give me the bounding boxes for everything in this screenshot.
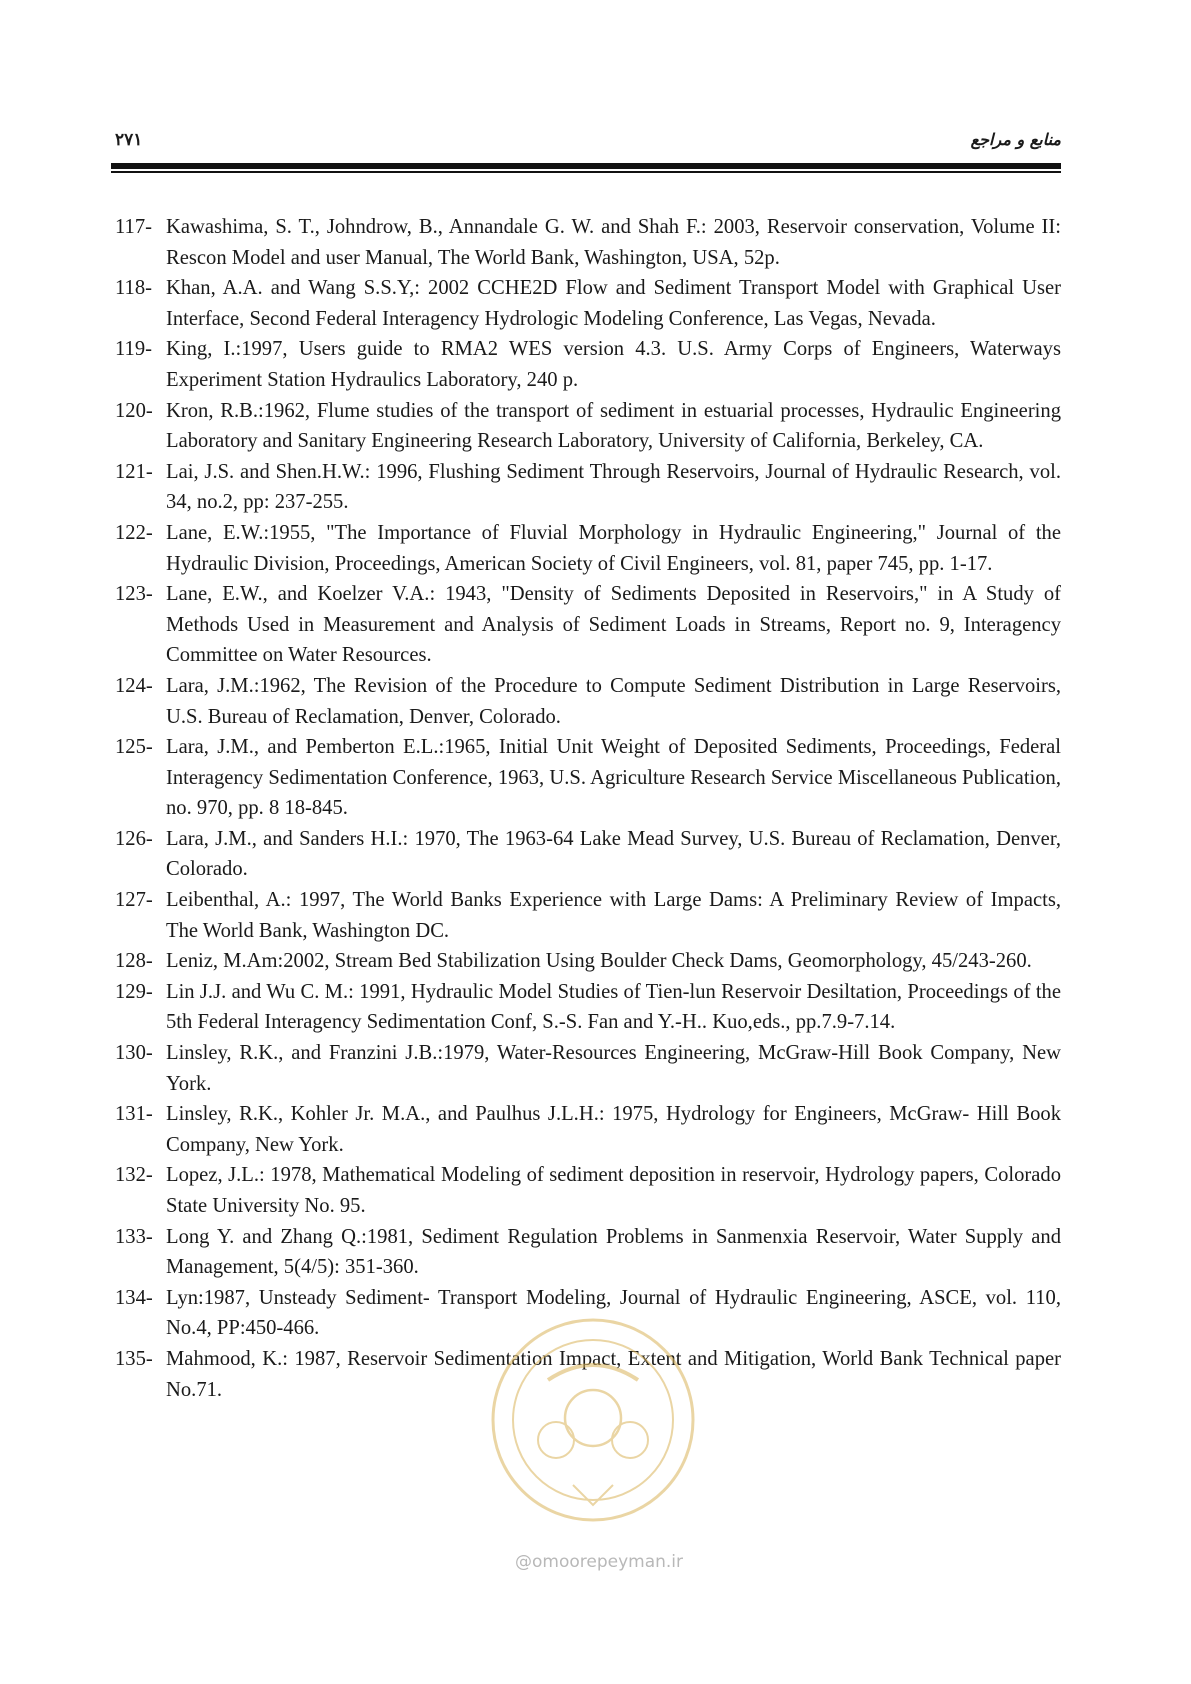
reference-text: Lane, E.W.:1955, "The Importance of Fluvial Morphology in Hydraulic Engineering," Journal of the Hydraulic Division, Proceedings, American Society of Civil Engineers, vol. 81, paper 745, pp. 1-17. xyxy=(166,521,1061,575)
reference-item xyxy=(115,579,1061,671)
reference-number: 118- xyxy=(115,277,152,300)
header-rule-thick xyxy=(111,163,1061,169)
reference-text: Lara, J.M., and Pemberton E.L.:1965, Initial Unit Weight of Deposited Sediments, Proceedings, Federal Interagency Sedimentation Conference, 1963, U.S. Agriculture Research Service Miscellaneous Publication, no. 970, pp. 8 18-845. xyxy=(166,736,1061,820)
reference-number: 120- xyxy=(115,399,153,422)
header-rule-thin xyxy=(111,171,1061,173)
reference-text: Long Y. and Zhang Q.:1981, Sediment Regulation Problems in Sanmenxia Reservoir, Water Supply and Management, 5(4/5): 351-360. xyxy=(166,1225,1061,1279)
reference-item xyxy=(115,1038,1061,1099)
reference-number: 133- xyxy=(115,1225,153,1248)
running-title: منابع و مراجع xyxy=(970,130,1061,149)
reference-number: 121- xyxy=(115,460,153,483)
reference-number: 124- xyxy=(115,674,153,697)
reference-text: Lai, J.S. and Shen.H.W.: 1996, Flushing Sediment Through Reservoirs, Journal of Hydraulic Research, vol. 34, no.2, pp: 237-255. xyxy=(166,460,1061,514)
reference-item xyxy=(115,1160,1061,1221)
watermark-seal xyxy=(478,1290,708,1550)
reference-number: 122- xyxy=(115,521,153,544)
reference-item xyxy=(115,824,1061,885)
reference-number: 123- xyxy=(115,583,153,606)
reference-number: 126- xyxy=(115,827,153,850)
reference-list xyxy=(115,212,1061,1405)
reference-item xyxy=(115,1099,1061,1160)
reference-item xyxy=(115,396,1061,457)
reference-item xyxy=(115,977,1061,1038)
reference-item xyxy=(115,946,1061,977)
reference-text: Lara, J.M.:1962, The Revision of the Procedure to Compute Sediment Distribution in Large Reservoirs, U.S. Bureau of Reclamation, Denver, Colorado. xyxy=(166,674,1061,728)
reference-item xyxy=(115,334,1061,395)
reference-text: Lyn:1987, Unsteady Sediment- Transport Modeling, Journal of Hydraulic Engineering, ASCE, vol. 110, No.4, PP:450-466. xyxy=(166,1286,1061,1340)
reference-item xyxy=(115,732,1061,824)
reference-text: Kawashima, S. T., Johndrow, B., Annandale G. W. and Shah F.: 2003, Reservoir conservation, Volume II: Rescon Model and user Manual, The World Bank, Washington, USA, 52p. xyxy=(166,216,1061,269)
reference-item xyxy=(115,518,1061,579)
reference-number: 135- xyxy=(115,1347,153,1370)
reference-number: 132- xyxy=(115,1164,153,1187)
reference-item xyxy=(115,212,1061,273)
reference-text: King, I.:1997, Users guide to RMA2 WES version 4.3. U.S. Army Corps of Engineers, Waterways Experiment Station Hydraulics Laboratory, 240 p. xyxy=(166,338,1061,391)
reference-text: Lopez, J.L.: 1978, Mathematical Modeling of sediment deposition in reservoir, Hydrology papers, Colorado State University No. 95. xyxy=(166,1164,1061,1217)
reference-item xyxy=(115,671,1061,732)
reference-text: Mahmood, K.: 1987, Reservoir Sedimentation Impact, Extent and Mitigation, World Bank Technical paper No.71. xyxy=(166,1347,1061,1401)
page-number: ۲۷۱ xyxy=(115,130,143,150)
reference-text: Khan, A.A. and Wang S.S.Y,: 2002 CCHE2D Flow and Sediment Transport Model with Graphical User Interface, Second Federal Interagency Hydrologic Modeling Conference, Las Vegas, Nevada. xyxy=(166,277,1061,330)
reference-item xyxy=(115,457,1061,518)
page-header xyxy=(111,130,1061,152)
reference-text: Linsley, R.K., and Franzini J.B.:1979, Water-Resources Engineering, McGraw-Hill Book Company, New York. xyxy=(166,1042,1061,1095)
reference-text: Leibenthal, A.: 1997, The World Banks Experience with Large Dams: A Preliminary Review of Impacts, The World Bank, Washington DC. xyxy=(166,889,1061,942)
watermark-site-label: @omoorepeyman.ir xyxy=(514,1552,684,1572)
reference-number: 119- xyxy=(115,338,152,361)
reference-text: Lin J.J. and Wu C. M.: 1991, Hydraulic Model Studies of Tien-lun Reservoir Desiltation, Proceedings of the 5th Federal Interagency Sedimentation Conf, S.-S. Fan and Y.-H.. Kuo,eds., pp.7.9-7.14. xyxy=(166,980,1061,1034)
reference-number: 131- xyxy=(115,1103,153,1126)
reference-number: 128- xyxy=(115,950,153,973)
reference-text: Kron, R.B.:1962, Flume studies of the transport of sediment in estuarial processes, Hydraulic Engineering Laboratory and Sanitary Engineering Research Laboratory, University of California, Berkeley, CA. xyxy=(166,399,1061,453)
reference-number: 130- xyxy=(115,1042,153,1065)
reference-number: 127- xyxy=(115,889,153,912)
reference-text: Linsley, R.K., Kohler Jr. M.A., and Paulhus J.L.H.: 1975, Hydrology for Engineers, McGraw- Hill Book Company, New York. xyxy=(166,1103,1061,1156)
reference-text: Leniz, M.Am:2002, Stream Bed Stabilization Using Boulder Check Dams, Geomorphology, 45/243-260. xyxy=(166,950,1032,973)
reference-number: 134- xyxy=(115,1286,153,1309)
reference-item xyxy=(115,273,1061,334)
reference-number: 117- xyxy=(115,216,152,238)
reference-item xyxy=(115,1222,1061,1283)
reference-number: 129- xyxy=(115,980,153,1003)
reference-text: Lane, E.W., and Koelzer V.A.: 1943, "Density of Sediments Deposited in Reservoirs," in A Study of Methods Used in Measurement and Analysis of Sediment Loads in Streams, Report no. 9, Interagency Committee on Water Resources. xyxy=(166,583,1061,667)
reference-item xyxy=(115,885,1061,946)
reference-text: Lara, J.M., and Sanders H.I.: 1970, The 1963-64 Lake Mead Survey, U.S. Bureau of Reclamation, Denver, Colorado. xyxy=(166,827,1061,881)
reference-number: 125- xyxy=(115,736,153,759)
